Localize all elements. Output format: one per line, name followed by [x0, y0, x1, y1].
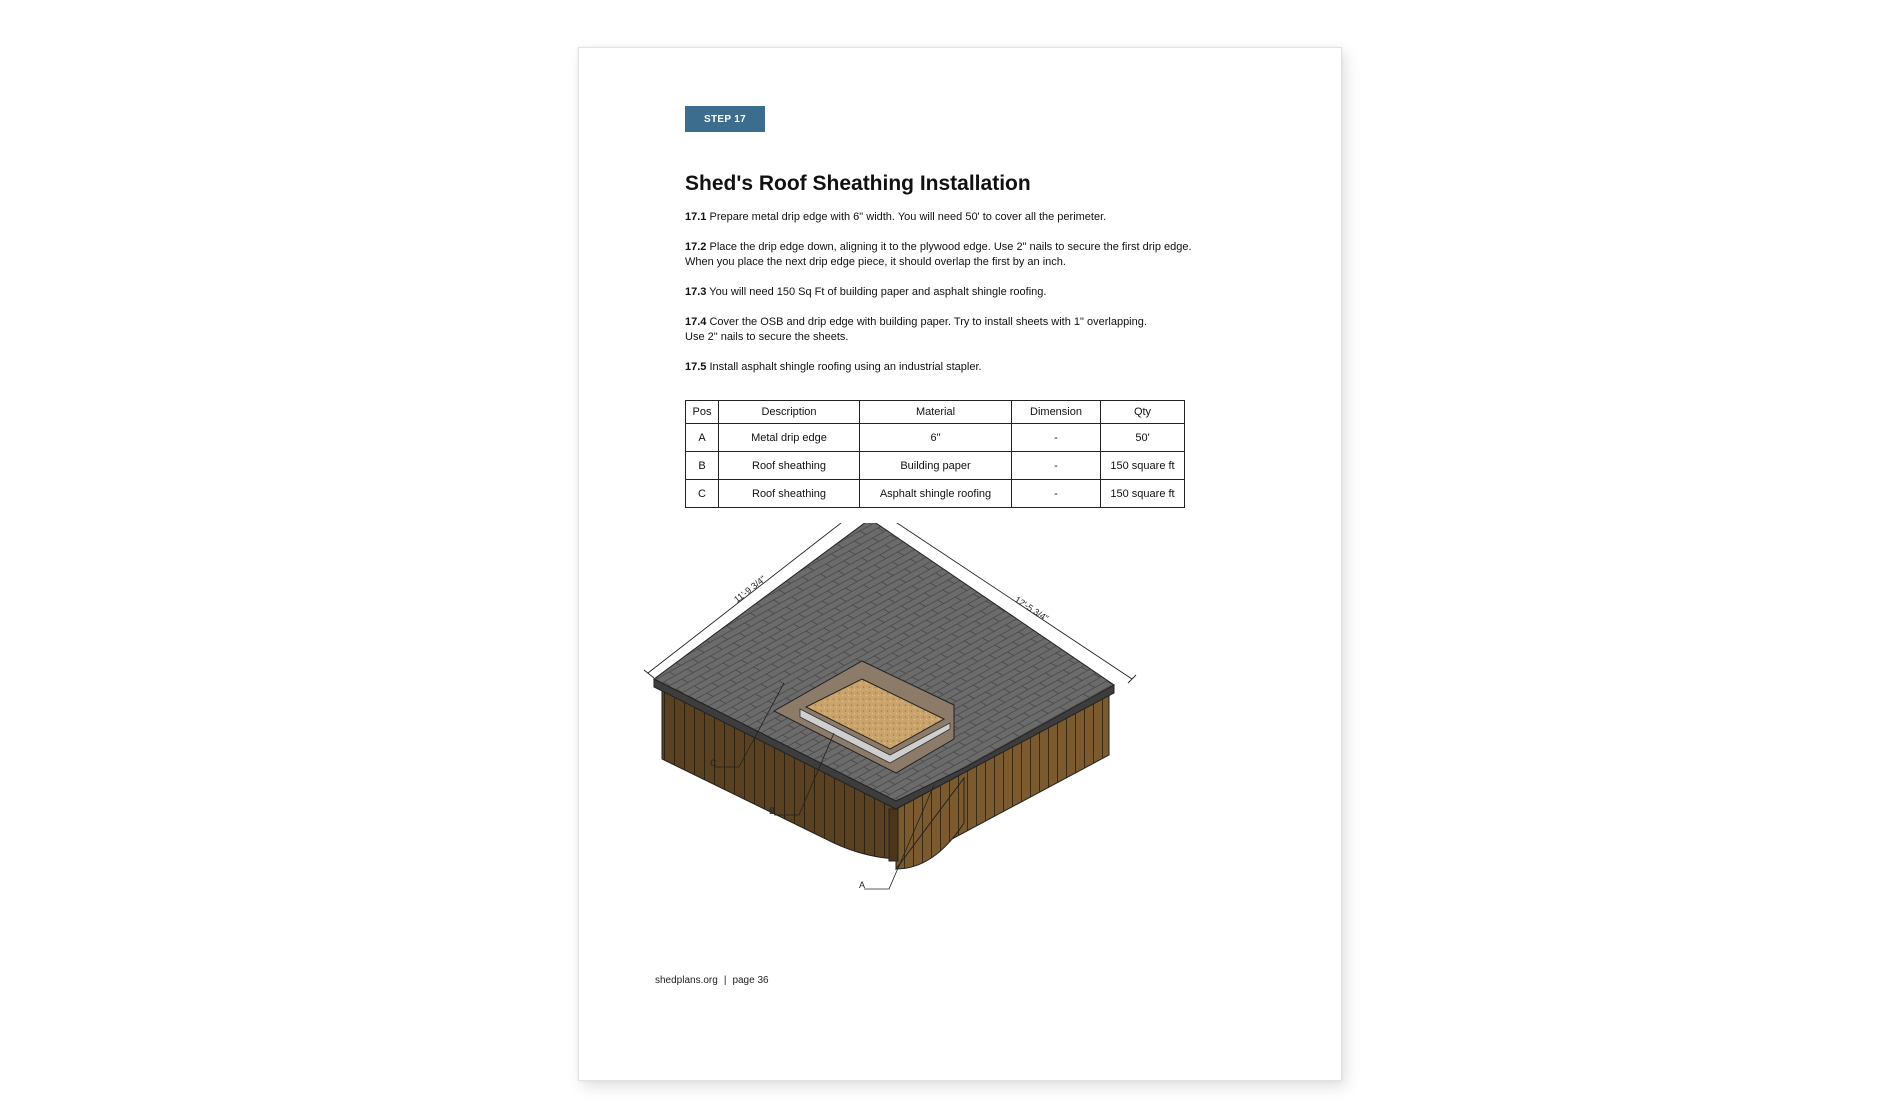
instruction-item [685, 210, 1285, 225]
footer-page-number: page 36 [732, 975, 769, 986]
instruction-text: Use 2" nails to secure the sheets. [685, 331, 849, 343]
cell-pos: A [686, 424, 719, 452]
footer-separator: | [723, 975, 727, 986]
parts-table [685, 400, 1185, 508]
cell-dimension: - [1012, 452, 1101, 480]
instruction-text: Cover the OSB and drip edge with building paper. Try to install sheets with 1" overlapping. [709, 316, 1147, 328]
cell-description: Roof sheathing [719, 452, 860, 480]
corner-post [889, 809, 898, 861]
table-row [686, 424, 1185, 452]
cell-qty: 50' [1101, 424, 1185, 452]
instruction-number: 17.1 [685, 211, 707, 223]
instruction-number: 17.2 [685, 241, 707, 253]
cell-pos: B [686, 452, 719, 480]
header-dimension: Dimension [1012, 401, 1101, 424]
header-pos: Pos [686, 401, 719, 424]
instruction-item [685, 315, 1285, 345]
cell-dimension: - [1012, 480, 1101, 508]
callout-c: C [710, 758, 717, 768]
cell-dimension: - [1012, 424, 1101, 452]
instruction-text: When you place the next drip edge piece, it should overlap the first by an inch. [685, 256, 1066, 268]
cell-material: Building paper [860, 452, 1012, 480]
header-material: Material [860, 401, 1012, 424]
footer-site: shedplans.org [655, 975, 718, 986]
shed-roof-drawing [634, 523, 1274, 1003]
header-description: Description [719, 401, 860, 424]
page-title: Shed's Roof Sheathing Installation [685, 172, 1031, 195]
instruction-item [685, 285, 1285, 300]
instruction-text: Install asphalt shingle roofing using an industrial stapler. [709, 361, 982, 373]
instruction-number: 17.4 [685, 316, 707, 328]
instruction-item [685, 240, 1285, 270]
page-footer [655, 975, 769, 986]
instruction-text: You will need 150 Sq Ft of building paper and asphalt shingle roofing. [709, 286, 1047, 298]
cell-description: Roof sheathing [719, 480, 860, 508]
document-page [578, 47, 1342, 1081]
instruction-number: 17.5 [685, 361, 707, 373]
cell-pos: C [686, 480, 719, 508]
dim-label-right: 12'-5 3/4" [1012, 594, 1051, 624]
instruction-text: Place the drip edge down, aligning it to the plywood edge. Use 2" nails to secure the first drip edge. [709, 241, 1192, 253]
table-row [686, 480, 1185, 508]
callout-a: A [859, 880, 866, 890]
step-badge: STEP 17 [685, 106, 765, 132]
cell-material: Asphalt shingle roofing [860, 480, 1012, 508]
dim-label-left: 11'-9 3/4" [732, 573, 768, 605]
instruction-text: Prepare metal drip edge with 6" width. You will need 50' to cover all the perimeter. [709, 211, 1107, 223]
table-row [686, 452, 1185, 480]
cell-material: 6" [860, 424, 1012, 452]
cell-qty: 150 square ft [1101, 480, 1185, 508]
cell-description: Metal drip edge [719, 424, 860, 452]
table-header-row [686, 401, 1185, 424]
instruction-item [685, 360, 1285, 375]
cell-qty: 150 square ft [1101, 452, 1185, 480]
header-qty: Qty [1101, 401, 1185, 424]
callout-b: B [769, 806, 776, 816]
instructions-list [685, 210, 1285, 390]
instruction-number: 17.3 [685, 286, 707, 298]
